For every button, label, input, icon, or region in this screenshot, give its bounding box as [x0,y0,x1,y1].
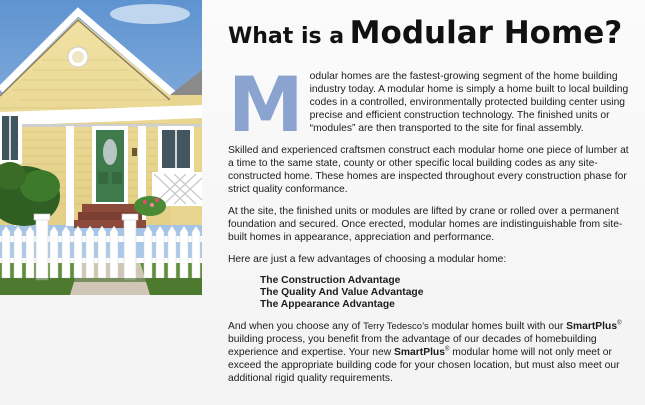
drop-cap: M [228,60,304,149]
registered-mark: ® [444,346,450,353]
smartplus-name: SmartPlus [566,321,618,332]
title-prefix: What is a [228,24,345,49]
title-main: Modular Home? [349,15,623,51]
list-item: The Construction Advantage [260,275,401,286]
text-segment: modular homes built with our [428,321,567,332]
text-segment: modular home will not only meet or exceed the appropriate building code for your chosen location, but must also meet our additional rigid quality requirements. [228,347,620,384]
list-item: The Appearance Advantage [260,299,395,310]
text-segment: building process, you benefit from the advantage of our decades of homebuilding experience and expertise. Your new [228,334,597,358]
intro-paragraph [228,60,636,149]
registered-mark: ® [617,320,622,327]
house-illustration [0,0,202,295]
page-title [228,15,622,51]
intro-paragraph-text: odular homes are the fastest-growing segment of the home building industry today. A modular home is simply a home built to local building codes in a controlled, environmentally protected building center using precise and efficient construction technology. The finished units or “modules” are then transported to the site for final assembly. [309,71,629,134]
list-item: The Quality And Value Advantage [260,287,424,298]
craftsmen-paragraph: Skilled and experienced craftsmen construct each modular home one piece of lumber at a time to the same state, county or other specific local building codes as any site-constructed home. These homes are inspected throughout every construction phase for strict quality conformance. [228,145,629,195]
advantages-intro: Here are just a few advantages of choosing a modular home: [228,254,507,265]
house-photo [0,0,202,295]
smartplus-name: SmartPlus [394,347,445,358]
article-body [228,60,636,394]
brand-name: Terry Tedesco’s [363,321,429,332]
smartplus-paragraph [228,320,636,385]
advantages-list [260,275,636,311]
text-segment: And when you choose any of [228,321,364,332]
site-paragraph: At the site, the finished units or modules are lifted by crane or rolled over a permanent foundation and secured. Once erected, modular homes are indistinguishable from site-built homes in appearance, appreciation and performance. [228,206,623,243]
